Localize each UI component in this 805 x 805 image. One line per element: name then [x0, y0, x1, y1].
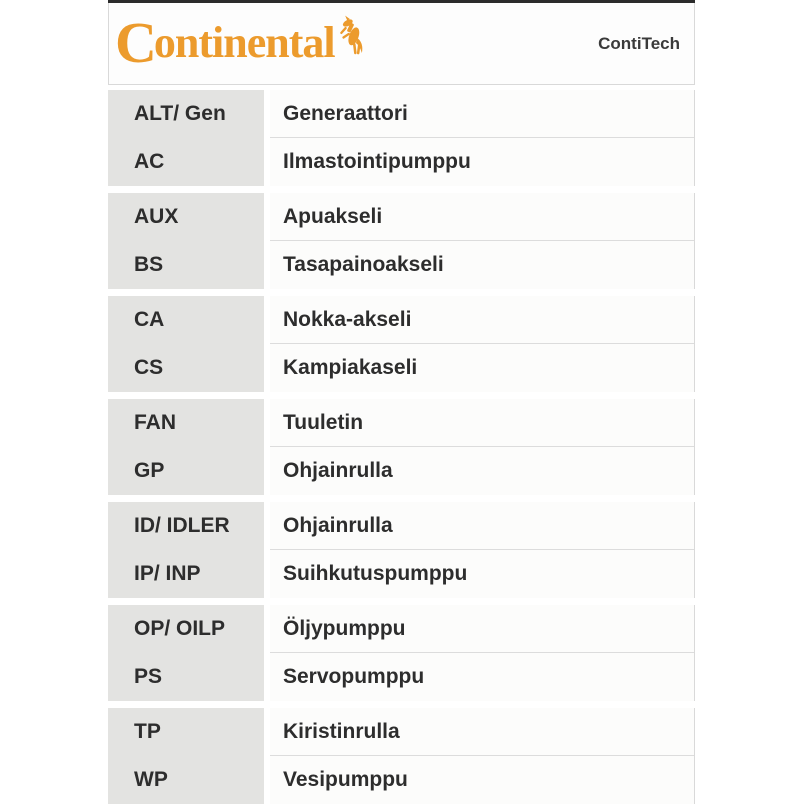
page-content	[108, 0, 695, 804]
abbr-cell: CS	[134, 356, 164, 379]
term-column	[270, 399, 695, 495]
abbr-cell: OP/ OILP	[134, 617, 226, 640]
logo-rest: ontinental	[153, 18, 335, 68]
abbr-cell: IP/ INP	[134, 562, 201, 585]
legend-group	[108, 502, 695, 598]
term-cell: Kampiakaseli	[283, 356, 418, 379]
abbr-cell: CA	[134, 308, 165, 331]
term-cell: Apuakseli	[270, 193, 694, 241]
abbr-cell: AUX	[134, 205, 179, 228]
term-cell: Generaattori	[270, 90, 694, 138]
abbr-column	[108, 708, 264, 804]
term-column	[270, 502, 695, 598]
abbr-column	[108, 296, 264, 392]
abbr-column	[108, 502, 264, 598]
term-cell: Suihkutuspumppu	[283, 562, 468, 585]
abbr-cell: WP	[134, 768, 168, 791]
term-cell: Nokka-akseli	[270, 296, 694, 344]
brand-header	[108, 3, 695, 85]
abbr-column	[108, 399, 264, 495]
term-cell: Vesipumppu	[283, 768, 408, 791]
logo-initial: C	[115, 10, 156, 76]
term-cell: Tuuletin	[270, 399, 694, 447]
term-cell: Kiristinrulla	[270, 708, 694, 756]
abbr-cell: FAN	[134, 411, 176, 434]
continental-logo	[115, 10, 366, 76]
term-column	[270, 193, 695, 289]
term-cell: Ohjainrulla	[283, 459, 393, 482]
contitech-wordmark: ContiTech	[598, 33, 680, 53]
legend-group	[108, 296, 695, 392]
abbr-column	[108, 193, 264, 289]
term-cell: Ilmastointipumppu	[283, 150, 471, 173]
abbr-column	[108, 605, 264, 701]
legend-group	[108, 708, 695, 804]
legend-group	[108, 193, 695, 289]
abbr-cell: BS	[134, 253, 164, 276]
term-column	[270, 90, 695, 186]
abbr-cell: ALT/ Gen	[134, 102, 226, 125]
abbr-cell: ID/ IDLER	[134, 514, 230, 537]
legend-group	[108, 90, 695, 186]
term-cell: Tasapainoakseli	[283, 253, 444, 276]
abbr-cell: GP	[134, 459, 165, 482]
term-cell: Servopumppu	[283, 665, 425, 688]
term-column	[270, 605, 695, 701]
term-column	[270, 296, 695, 392]
rearing-horse-icon	[339, 15, 366, 63]
abbr-cell: PS	[134, 665, 163, 688]
legend-group	[108, 399, 695, 495]
abbr-column	[108, 90, 264, 186]
abbr-cell: AC	[134, 150, 165, 173]
abbr-cell: TP	[134, 720, 161, 743]
term-column	[270, 708, 695, 804]
term-cell: Öljypumppu	[270, 605, 694, 653]
abbreviation-legend-table	[108, 90, 695, 804]
term-cell: Ohjainrulla	[270, 502, 694, 550]
legend-group	[108, 605, 695, 701]
